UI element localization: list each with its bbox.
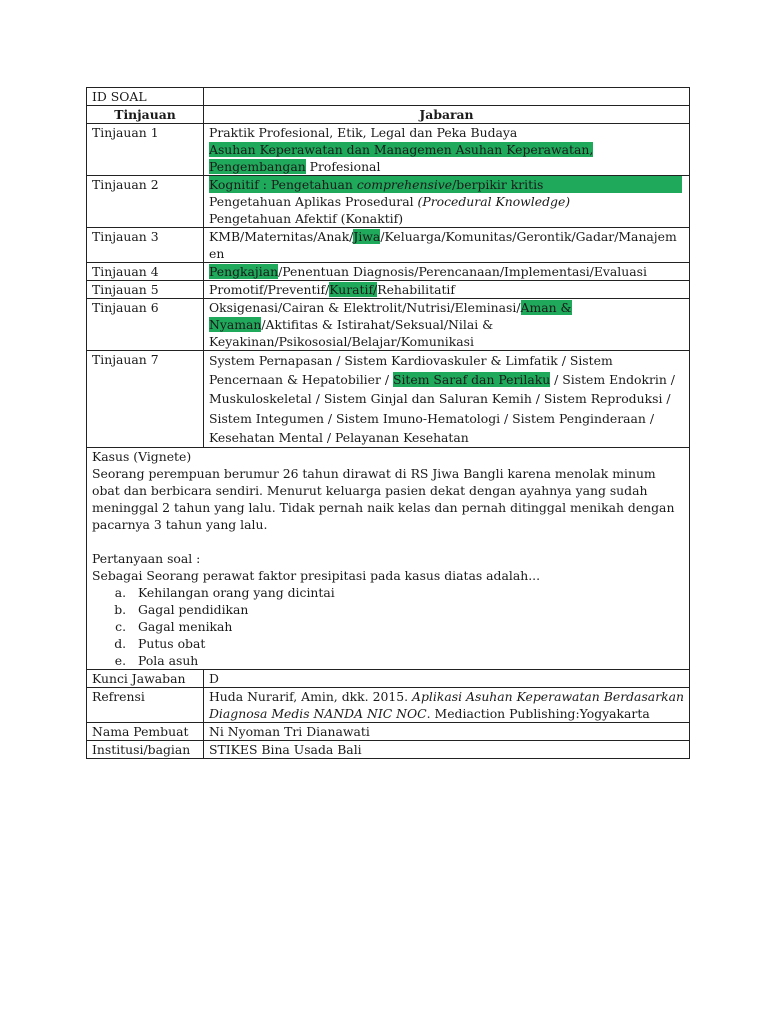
refrensi-label: Refrensi — [87, 688, 204, 723]
tinjauan-1-rest: Profesional — [305, 159, 381, 174]
option-e: e. Pola asuh — [130, 652, 684, 669]
refrensi-row — [87, 688, 690, 723]
tinjauan-7-label: Tinjauan 7 — [87, 351, 204, 448]
id-value — [204, 88, 690, 106]
refrensi-title: Aplikasi Asuhan Keperawatan Berdasarkan Diagnosa Medis NANDA NIC NOC — [209, 689, 684, 722]
tinjauan-row-1 — [87, 124, 690, 176]
tinjauan-2-label: Tinjauan 2 — [87, 176, 204, 228]
tinjauan-row-7 — [87, 351, 690, 448]
id-row — [87, 88, 690, 106]
tinjauan-5-content — [204, 281, 690, 299]
tinjauan-4-post: /Penentuan Diagnosis/Perencanaan/Implementasi/Evaluasi — [278, 264, 647, 279]
tinjauan-row-3 — [87, 228, 690, 263]
tinjauan-2-hl-pre: Kognitif : Pengetahuan — [209, 177, 357, 192]
pembuat-label: Nama Pembuat — [87, 723, 204, 741]
header-row — [87, 106, 690, 124]
question-label: Pertanyaan soal : — [92, 551, 201, 567]
option-b: b. Gagal pendidikan — [130, 601, 684, 618]
tinjauan-2-hl-post: /berpikir kritis — [452, 177, 544, 192]
tinjauan-7-pre: System Pernapasan / Sistem Kardiovaskuler & Limfatik / Sistem Pencernaan & Hepatobilier / — [209, 353, 613, 388]
kunci-label: Kunci Jawaban — [87, 670, 204, 688]
tinjauan-3-pre: KMB/Maternitas/Anak/ — [209, 229, 354, 244]
refrensi-pre: Huda Nurarif, Amin, dkk. 2015. — [209, 689, 413, 705]
question-sheet-table — [86, 87, 690, 759]
tinjauan-4-content — [204, 263, 690, 281]
col-header-jabaran: Jabaran — [204, 106, 690, 124]
tinjauan-6-post: /Psikososial/Belajar/Komunikasi — [274, 334, 474, 349]
tinjauan-7-highlight: Sitem Saraf dan Perilaku — [392, 372, 551, 388]
kasus-row — [87, 448, 690, 670]
tinjauan-2-line3: Pengetahuan Afektif (Konaktif) — [209, 211, 404, 226]
tinjauan-4-label: Tinjauan 4 — [87, 263, 204, 281]
institusi-value: STIKES Bina Usada Bali — [204, 741, 690, 759]
tinjauan-1-highlight: Asuhan Keperawatan dan Managemen Asuhan Keperawatan, Pengembangan — [209, 142, 594, 174]
tinjauan-row-2 — [87, 176, 690, 228]
kasus-spacer — [92, 533, 684, 550]
kasus-text: Seorang perempuan berumur 26 tahun dirawat di RS Jiwa Bangli karena menolak minum obat dan berbicara sendiri. Menurut keluarga pasien dekat dengan ayahnya yang sudah meninggal 2 tahun yang lalu. Tidak pernah naik kelas dan pernah ditinggal menikah dengan pacarnya 3 tahun yang lalu. — [92, 466, 675, 533]
tinjauan-6-mid: /Aktifitas & Istirahat/Seksual/Nilai & Keyakinan — [209, 317, 494, 349]
tinjauan-2-hl-em: comprehensive — [356, 177, 453, 192]
pembuat-value: Ni Nyoman Tri Dianawati — [204, 723, 690, 741]
tinjauan-3-label: Tinjauan 3 — [87, 228, 204, 263]
tinjauan-6-highlight: Aman & Nyaman — [209, 300, 572, 332]
tinjauan-5-pre: Promotif/Preventif/ — [209, 282, 330, 297]
option-a: a. Kehilangan orang yang dicintai — [130, 584, 684, 601]
id-label: ID SOAL — [87, 88, 204, 106]
tinjauan-3-highlight: Jiwa — [353, 229, 381, 244]
tinjauan-3-post: /Keluarga/Komunitas/Gerontik/Gadar/Manajemen — [209, 229, 677, 261]
tinjauan-2-line2 — [209, 193, 684, 210]
tinjauan-1-line1: Praktik Profesional, Etik, Legal dan Peka Budaya — [209, 125, 518, 140]
tinjauan-2-content — [204, 176, 690, 228]
refrensi-post: . Mediaction Publishing:Yogyakarta — [426, 706, 650, 722]
tinjauan-6-label: Tinjauan 6 — [87, 299, 204, 351]
col-header-tinjauan: Tinjauan — [87, 106, 204, 124]
tinjauan-1-line2 — [209, 141, 684, 175]
tinjauan-1-content — [204, 124, 690, 176]
tinjauan-row-6 — [87, 299, 690, 351]
tinjauan-7-post: / Sistem Endokrin / Muskuloskeletal / Sistem Ginjal dan Saluran Kemih / Sistem Reproduksi / Sistem Integumen / Sistem Imuno-Hematologi / Sistem Penginderaan / Kesehatan Mental / Pelayanan Kesehatan — [209, 372, 675, 445]
question-text: Sebagai Seorang perawat faktor presipitasi pada kasus diatas adalah... — [92, 568, 541, 584]
tinjauan-6-content — [204, 299, 690, 351]
tinjauan-4-highlight: Pengkajian — [209, 264, 279, 279]
tinjauan-1-label: Tinjauan 1 — [87, 124, 204, 176]
refrensi-value — [204, 688, 690, 723]
tinjauan-3-content — [204, 228, 690, 263]
kunci-row — [87, 670, 690, 688]
option-c: c. Gagal menikah — [130, 618, 684, 635]
tinjauan-7-content — [204, 351, 690, 448]
kunci-value: D — [204, 670, 690, 688]
pembuat-row — [87, 723, 690, 741]
option-d: d. Putus obat — [130, 635, 684, 652]
tinjauan-row-4 — [87, 263, 690, 281]
kasus-cell — [87, 448, 690, 670]
tinjauan-2-line2-em: (Procedural Knowledge) — [417, 194, 571, 209]
tinjauan-row-5 — [87, 281, 690, 299]
institusi-label: Institusi/bagian — [87, 741, 204, 759]
tinjauan-6-pre: Oksigenasi/Cairan & Elektrolit/Nutrisi/Eleminasi/ — [209, 300, 521, 315]
tinjauan-5-highlight: Kuratif/ — [329, 282, 378, 297]
institusi-row — [87, 741, 690, 759]
answer-options — [92, 584, 684, 669]
kasus-title: Kasus (Vignete) — [92, 449, 192, 465]
tinjauan-2-highlight — [209, 176, 682, 193]
tinjauan-5-label: Tinjauan 5 — [87, 281, 204, 299]
tinjauan-5-post: Rehabilitatif — [377, 282, 455, 297]
tinjauan-2-line2-pre: Pengetahuan Aplikas Prosedural — [209, 194, 418, 209]
